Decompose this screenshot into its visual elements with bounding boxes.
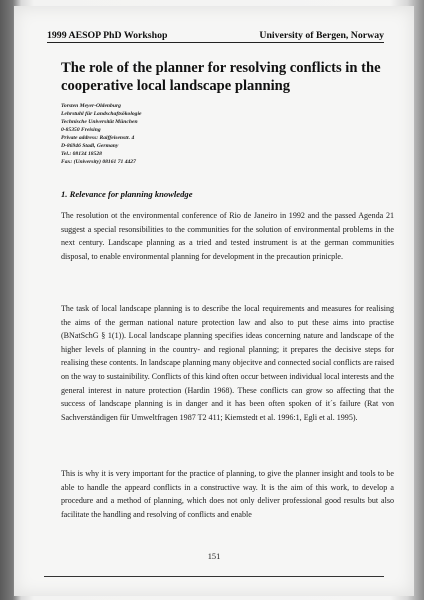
paper-title: The role of the planner for resolving conflicts in the cooperative local landscape planning — [61, 60, 381, 94]
page-footer — [44, 552, 384, 577]
author-block — [61, 102, 261, 166]
document-page — [14, 6, 414, 596]
author-country: D-86946 Stadl, Germany — [61, 143, 119, 149]
author-university: Technische Universität München — [61, 119, 138, 125]
running-header — [47, 26, 384, 43]
author-name: Torsten Meyer-Oldenburg — [61, 103, 121, 109]
author-city: 0-85350 Freising — [61, 127, 101, 133]
paragraph-1: The resolution ot the environmental conference of Rio de Janeiro in 1992 and the passed Agenda 21 suggest a special resonsibilities to the communities for the solution of environmental problems in the next century. Landscape planning as a tried and tested instrument is at the german communities disposal, to enable environmental planning for development in the precaution prinicple. — [61, 211, 394, 261]
paragraph-2: The task of local landscape planning is to describe the local requirements and measures for realising the aims of the german national nature protection law and also to put these aims into practise (BNatSchG § 1(1)). Local landscape planning specifies ideas concerning nature and landscape of the higher levels of planning in the country- and regional planning; it prepares the decisive steps for realising these contents. In landscape planning many objecitve and connected social conflicts are raised on the way to sustainibility. Conflicts of this kind often occur between individual local interests and the general interest in nature protection (Hardin 1968). These conflicts can grow so affecting that the success of landscape planning is in danger and it has been often spoken of it´s failure (Rat von Sachverständigen für Umweltfragen 1987 T2 411; Kiemstedt et al. 1996:1, Egli et al. 1995). — [61, 304, 394, 422]
paragraph-3: This is why it is very important for the practice of planning, to give the planner insight and tools to be able to handle the appeard conflicts in a constructive way. It is the aim of this work, to develop a procedure and a method of planning, which does not only deliver professional good results but also facilitate the handling and resolving of conflicts and enable — [61, 469, 394, 519]
author-department: Lehrstuhl für Landschaftsökologie — [61, 111, 142, 117]
page-number: 151 — [207, 552, 221, 561]
section-heading: 1. Relevance for planning knowledge — [61, 189, 193, 199]
author-private-address: Private address: Raiffeisenstr. 4 — [61, 135, 135, 141]
author-fax: Fax: (University) 08161 71 4427 — [61, 159, 136, 165]
author-telephone: Tel.: 08134 18528 — [61, 151, 102, 157]
header-university: University of Bergen, Norway — [259, 30, 384, 41]
header-workshop: 1999 AESOP PhD Workshop — [47, 30, 168, 41]
